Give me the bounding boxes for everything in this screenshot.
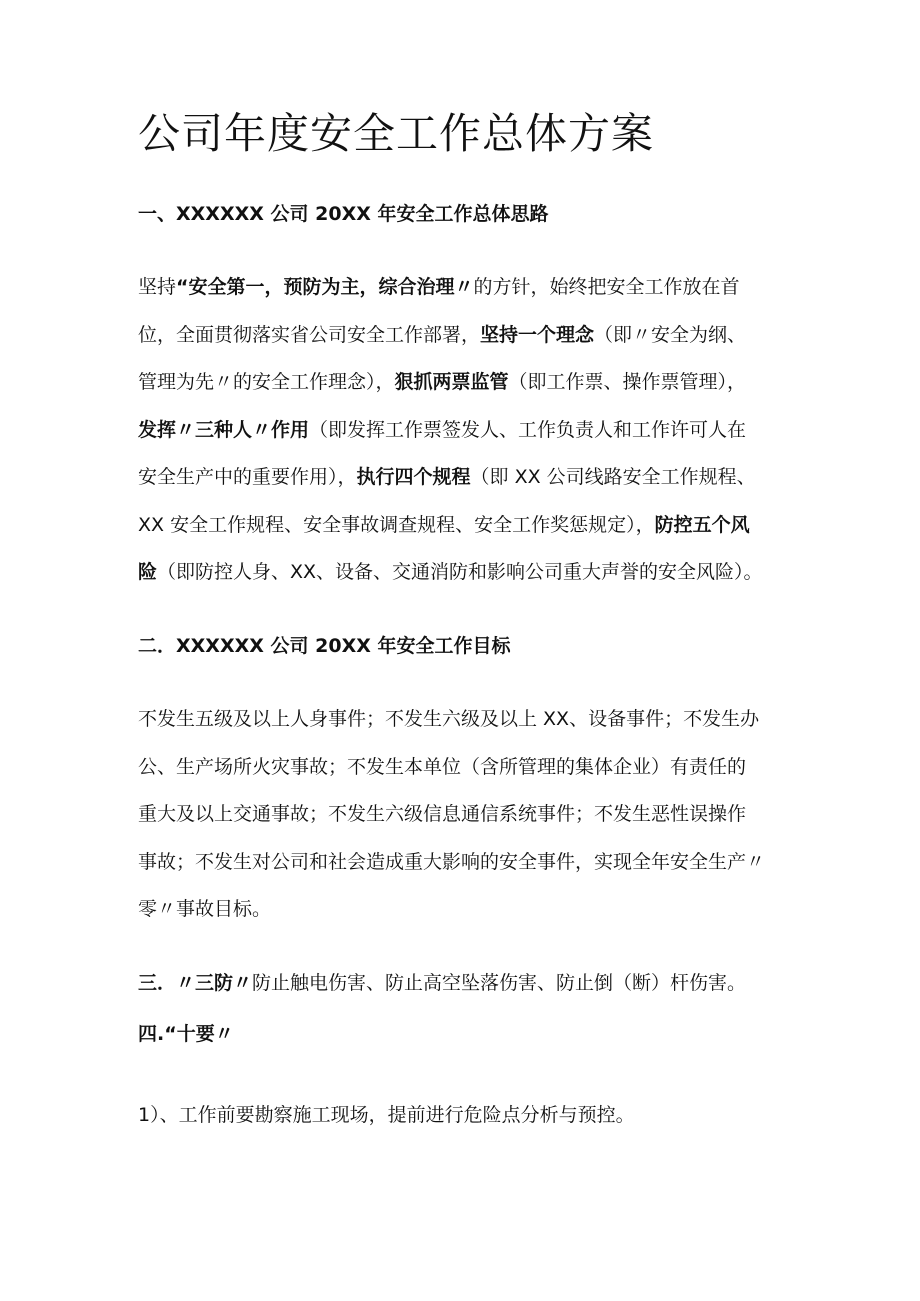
section-2-paragraph <box>138 696 798 934</box>
bold-text-run: 发挥〃三种人〃作用 <box>138 418 310 441</box>
bold-text-run: 狠抓两票监管 <box>394 371 509 393</box>
paragraph-line <box>138 312 798 360</box>
paragraph-line: 重大及以上交通事故；不发生六级信息通信系统事件；不发生恶性误操作 <box>138 803 747 825</box>
paragraph-line: 公、生产场所火灾事故；不发生本单位（含所管理的集体企业）有责任的 <box>138 755 747 778</box>
text-run: （即〃安全为纲、 <box>594 323 747 346</box>
text-run: 安全生产中的重要作用）， <box>138 466 357 488</box>
text-run: （即工作票、操作票管理）， <box>508 371 747 393</box>
bold-text-run: “安全第一，预防为主，综合治理〃 <box>176 276 474 298</box>
paragraph-line <box>138 549 798 597</box>
text-run: （即 XX 公司线路安全工作规程、 <box>470 466 756 488</box>
section-4-heading: 四.“十要〃 <box>138 1023 234 1045</box>
section-3-heading-text: 防止触电伤害、防止高空坠落伤害、防止倒（断）杆伤害。 <box>252 972 747 994</box>
paragraph-line <box>138 359 798 407</box>
text-run: （即发挥工作票签发人、工作负责人和工作许可人在 <box>309 418 747 441</box>
section-2-heading: 二．XXXXXX 公司 20XX 年安全工作目标 <box>138 635 511 657</box>
section-3-heading <box>138 969 746 997</box>
section-1-heading: 一、XXXXXX 公司 20XX 年安全工作总体思路 <box>138 203 549 225</box>
bold-text-run: 执行四个规程 <box>356 466 471 488</box>
paragraph-line <box>138 264 798 312</box>
bold-text-run: 险 <box>138 561 158 583</box>
document-title: 公司年度安全工作总体方案 <box>138 109 655 158</box>
section-4-list <box>138 1092 798 1140</box>
paragraph-line: 零〃事故目标。 <box>138 898 272 920</box>
text-run: 位，全面贯彻落实省公司安全工作部署， <box>138 323 481 346</box>
bold-text-run: 坚持一个理念 <box>480 323 595 346</box>
text-run: （即防控人身、XX、设备、交通消防和影响公司重大声誉的安全风险）。 <box>157 561 763 583</box>
list-item: 1）、工作前要勘察施工现场，提前进行危险点分析与预控。 <box>138 1104 635 1126</box>
text-run: 管理为先〃的安全工作理念）， <box>138 371 395 393</box>
bold-text-run: 防控五个风 <box>654 513 750 536</box>
paragraph-line: 不发生五级及以上人身事件；不发生六级及以上 XX、设备事件；不发生办 <box>138 708 760 730</box>
text-run: 坚持 <box>138 276 177 298</box>
text-run: 的方针，始终把安全工作放在首 <box>473 276 740 298</box>
paragraph-line <box>138 502 798 550</box>
paragraph-line <box>138 407 798 455</box>
text-run: XX 安全工作规程、安全事故调查规程、安全工作奖惩规定）， <box>138 513 655 536</box>
section-1-paragraph <box>138 264 798 597</box>
paragraph-line: 事故；不发生对公司和社会造成重大影响的安全事件，实现全年安全生产〃 <box>138 850 766 873</box>
paragraph-line <box>138 454 798 502</box>
section-3-heading-bold: 三．〃三防〃 <box>138 972 253 994</box>
